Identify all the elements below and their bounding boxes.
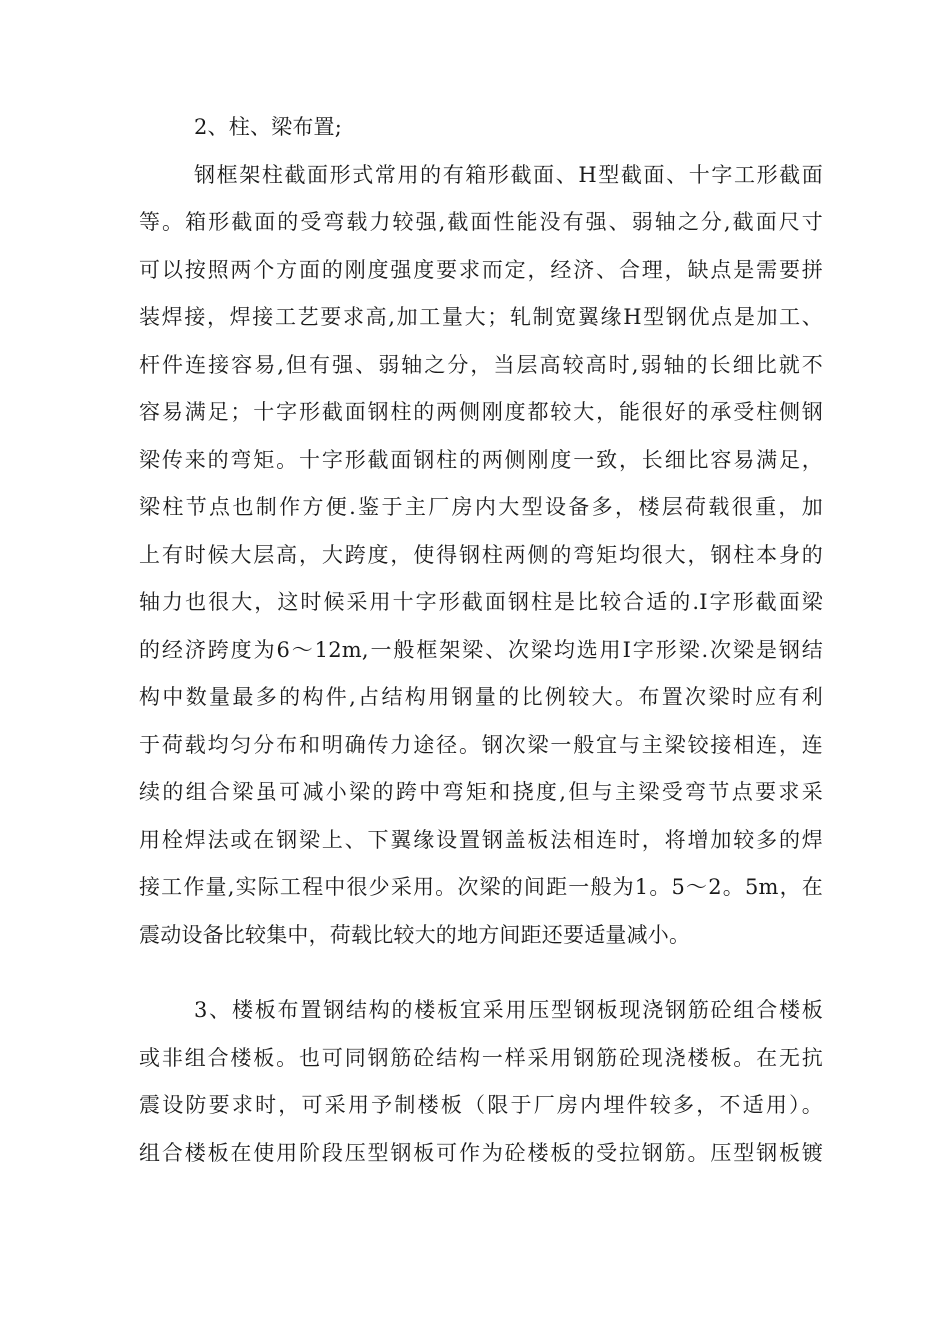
paragraph-line: 构中数量最多的构件,占结构用钢量的比例较大。布置次梁时应有利 — [139, 685, 823, 709]
paragraph-line: 钢框架柱截面形式常用的有箱形截面、H型截面、十字工形截面 — [194, 162, 823, 187]
paragraph-line: 或非组合楼板。也可同钢筋砼结构一样采用钢筋砼现浇楼板。在无抗 — [139, 1045, 823, 1070]
paragraph-line: 震设防要求时，可采用予制楼板（限于厂房内埋件较多，不适用）。 — [139, 1093, 823, 1117]
paragraph-line: 梁传来的弯矩。十字形截面钢柱的两侧刚度一致，长细比容易满足， — [139, 447, 823, 472]
section-2 — [139, 104, 823, 959]
section-3 — [139, 987, 823, 1177]
paragraph-line: 杆件连接容易,但有强、弱轴之分，当层高较高时,弱轴的长细比就不 — [139, 352, 823, 377]
paragraph-line: 可以按照两个方面的刚度强度要求而定，经济、合理，缺点是需要拼 — [139, 257, 823, 282]
paragraph-line: 用栓焊法或在钢梁上、下翼缘设置钢盖板法相连时，将增加较多的焊 — [139, 827, 823, 852]
paragraph-line: 轴力也很大，这时候采用十字形截面钢柱是比较合适的.I字形截面梁 — [139, 590, 823, 614]
paragraph-line: 震动设备比较集中，荷载比较大的地方间距还要适量减小。 — [139, 922, 691, 947]
paragraph-line: 于荷载均匀分布和明确传力途径。钢次梁一般宜与主梁铰接相连，连 — [139, 732, 823, 757]
paragraph-line: 的经济跨度为6～12m,一般框架梁、次梁均选用I字形梁.次梁是钢结 — [139, 637, 823, 662]
paragraph-line: 组合楼板在使用阶段压型钢板可作为砼楼板的受拉钢筋。压型钢板镀 — [139, 1140, 823, 1165]
paragraph-line: 3、楼板布置钢结构的楼板宜采用压型钢板现浇钢筋砼组合楼板 — [194, 998, 823, 1022]
paragraph-line: 装焊接，焊接工艺要求高,加工量大；轧制宽翼缘H型钢优点是加工、 — [139, 305, 823, 329]
paragraph-line: 容易满足；十字形截面钢柱的两侧刚度都较大，能很好的承受柱侧钢 — [139, 400, 823, 424]
section-2-heading: 2、柱、梁布置; — [194, 115, 343, 139]
paragraph-line: 接工作量,实际工程中很少采用。次梁的间距一般为1。5～2。5m，在 — [139, 875, 823, 899]
paragraph-line: 梁柱节点也制作方便.鉴于主厂房内大型设备多，楼层荷载很重，加 — [139, 495, 823, 519]
paragraph-line: 上有时候大层高，大跨度，使得钢柱两侧的弯矩均很大，钢柱本身的 — [139, 542, 823, 567]
paragraph-line: 等。箱形截面的受弯载力较强,截面性能没有强、弱轴之分,截面尺寸 — [139, 210, 823, 234]
paragraph-line: 续的组合梁虽可减小梁的跨中弯矩和挠度,但与主梁受弯节点要求采 — [139, 780, 823, 804]
